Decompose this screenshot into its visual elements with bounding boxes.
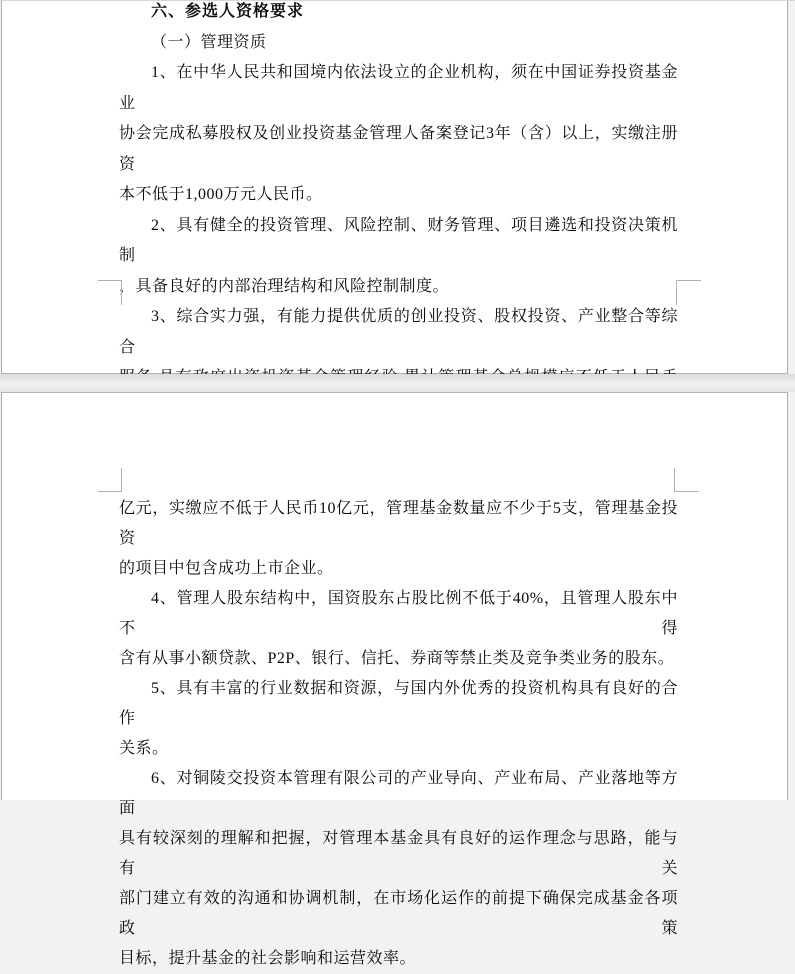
- text-line[interactable]: 3、综合实力强，有能力提供优质的创业投资、股权投资、产业整合等综合: [119, 308, 678, 356]
- text-line[interactable]: 具有较深刻的理解和把握，对管理本基金具有良好的运作理念与思路，能与有关: [119, 830, 678, 877]
- text-line[interactable]: 5、具有丰富的行业数据和资源，与国内外优秀的投资机构具有良好的合作: [119, 680, 678, 727]
- text-line[interactable]: ，具备良好的内部治理结构和风险控制制度。: [119, 277, 450, 295]
- page-1-text-area[interactable]: [119, 0, 678, 424]
- text-line[interactable]: 6、对铜陵交投资本管理有限公司的产业导向、产业布局、产业落地等方面: [119, 770, 678, 817]
- text-line[interactable]: 含有从事小额贷款、P2P、银行、信托、券商等禁止类及竞争类业务的股东。: [119, 650, 675, 667]
- text-line[interactable]: 部门建立有效的沟通和协调机制，在市场化运作的前提下确保完成基金各项政策: [119, 890, 678, 937]
- margin-mark-top-right-icon: [674, 468, 699, 492]
- page-2[interactable]: [1, 392, 788, 967]
- text-line[interactable]: 目标，提升基金的社会影响和运营效率。: [119, 950, 417, 967]
- page-gap: [0, 374, 795, 392]
- page-1[interactable]: [1, 0, 788, 374]
- viewport-top-edge: [0, 0, 795, 1]
- margin-mark-bottom-right-icon: [676, 280, 701, 305]
- text-line[interactable]: 亿元，实缴应不低于人民币10亿元，管理基金数量应不少于5支，管理基金投资: [119, 500, 678, 547]
- text-line[interactable]: 1、在中华人民共和国境内依法设立的企业机构，须在中国证券投资基金业: [119, 64, 678, 112]
- text-line[interactable]: 2、具有健全的投资管理、风险控制、财务管理、项目遴选和投资决策机制: [119, 216, 678, 264]
- margin-mark-top-left-icon: [98, 468, 122, 492]
- text-line[interactable]: 本不低于1,000万元人民币。: [119, 186, 323, 203]
- margin-mark-bottom-left-icon: [98, 280, 122, 305]
- page-2-text-area[interactable]: [119, 494, 678, 974]
- text-line[interactable]: 协会完成私募股权及创业投资基金管理人备案登记3年（含）以上，实缴注册资: [119, 125, 678, 173]
- text-line[interactable]: 关系。: [119, 740, 169, 757]
- text-line[interactable]: 的项目中包含成功上市企业。: [119, 560, 334, 577]
- heading-line[interactable]: 六、参选人资格要求: [151, 3, 305, 20]
- text-line[interactable]: （一）管理资质: [151, 33, 267, 51]
- text-line[interactable]: 4、管理人股东结构中，国资股东占股比例不低于40%，且管理人股东中不得: [119, 590, 678, 637]
